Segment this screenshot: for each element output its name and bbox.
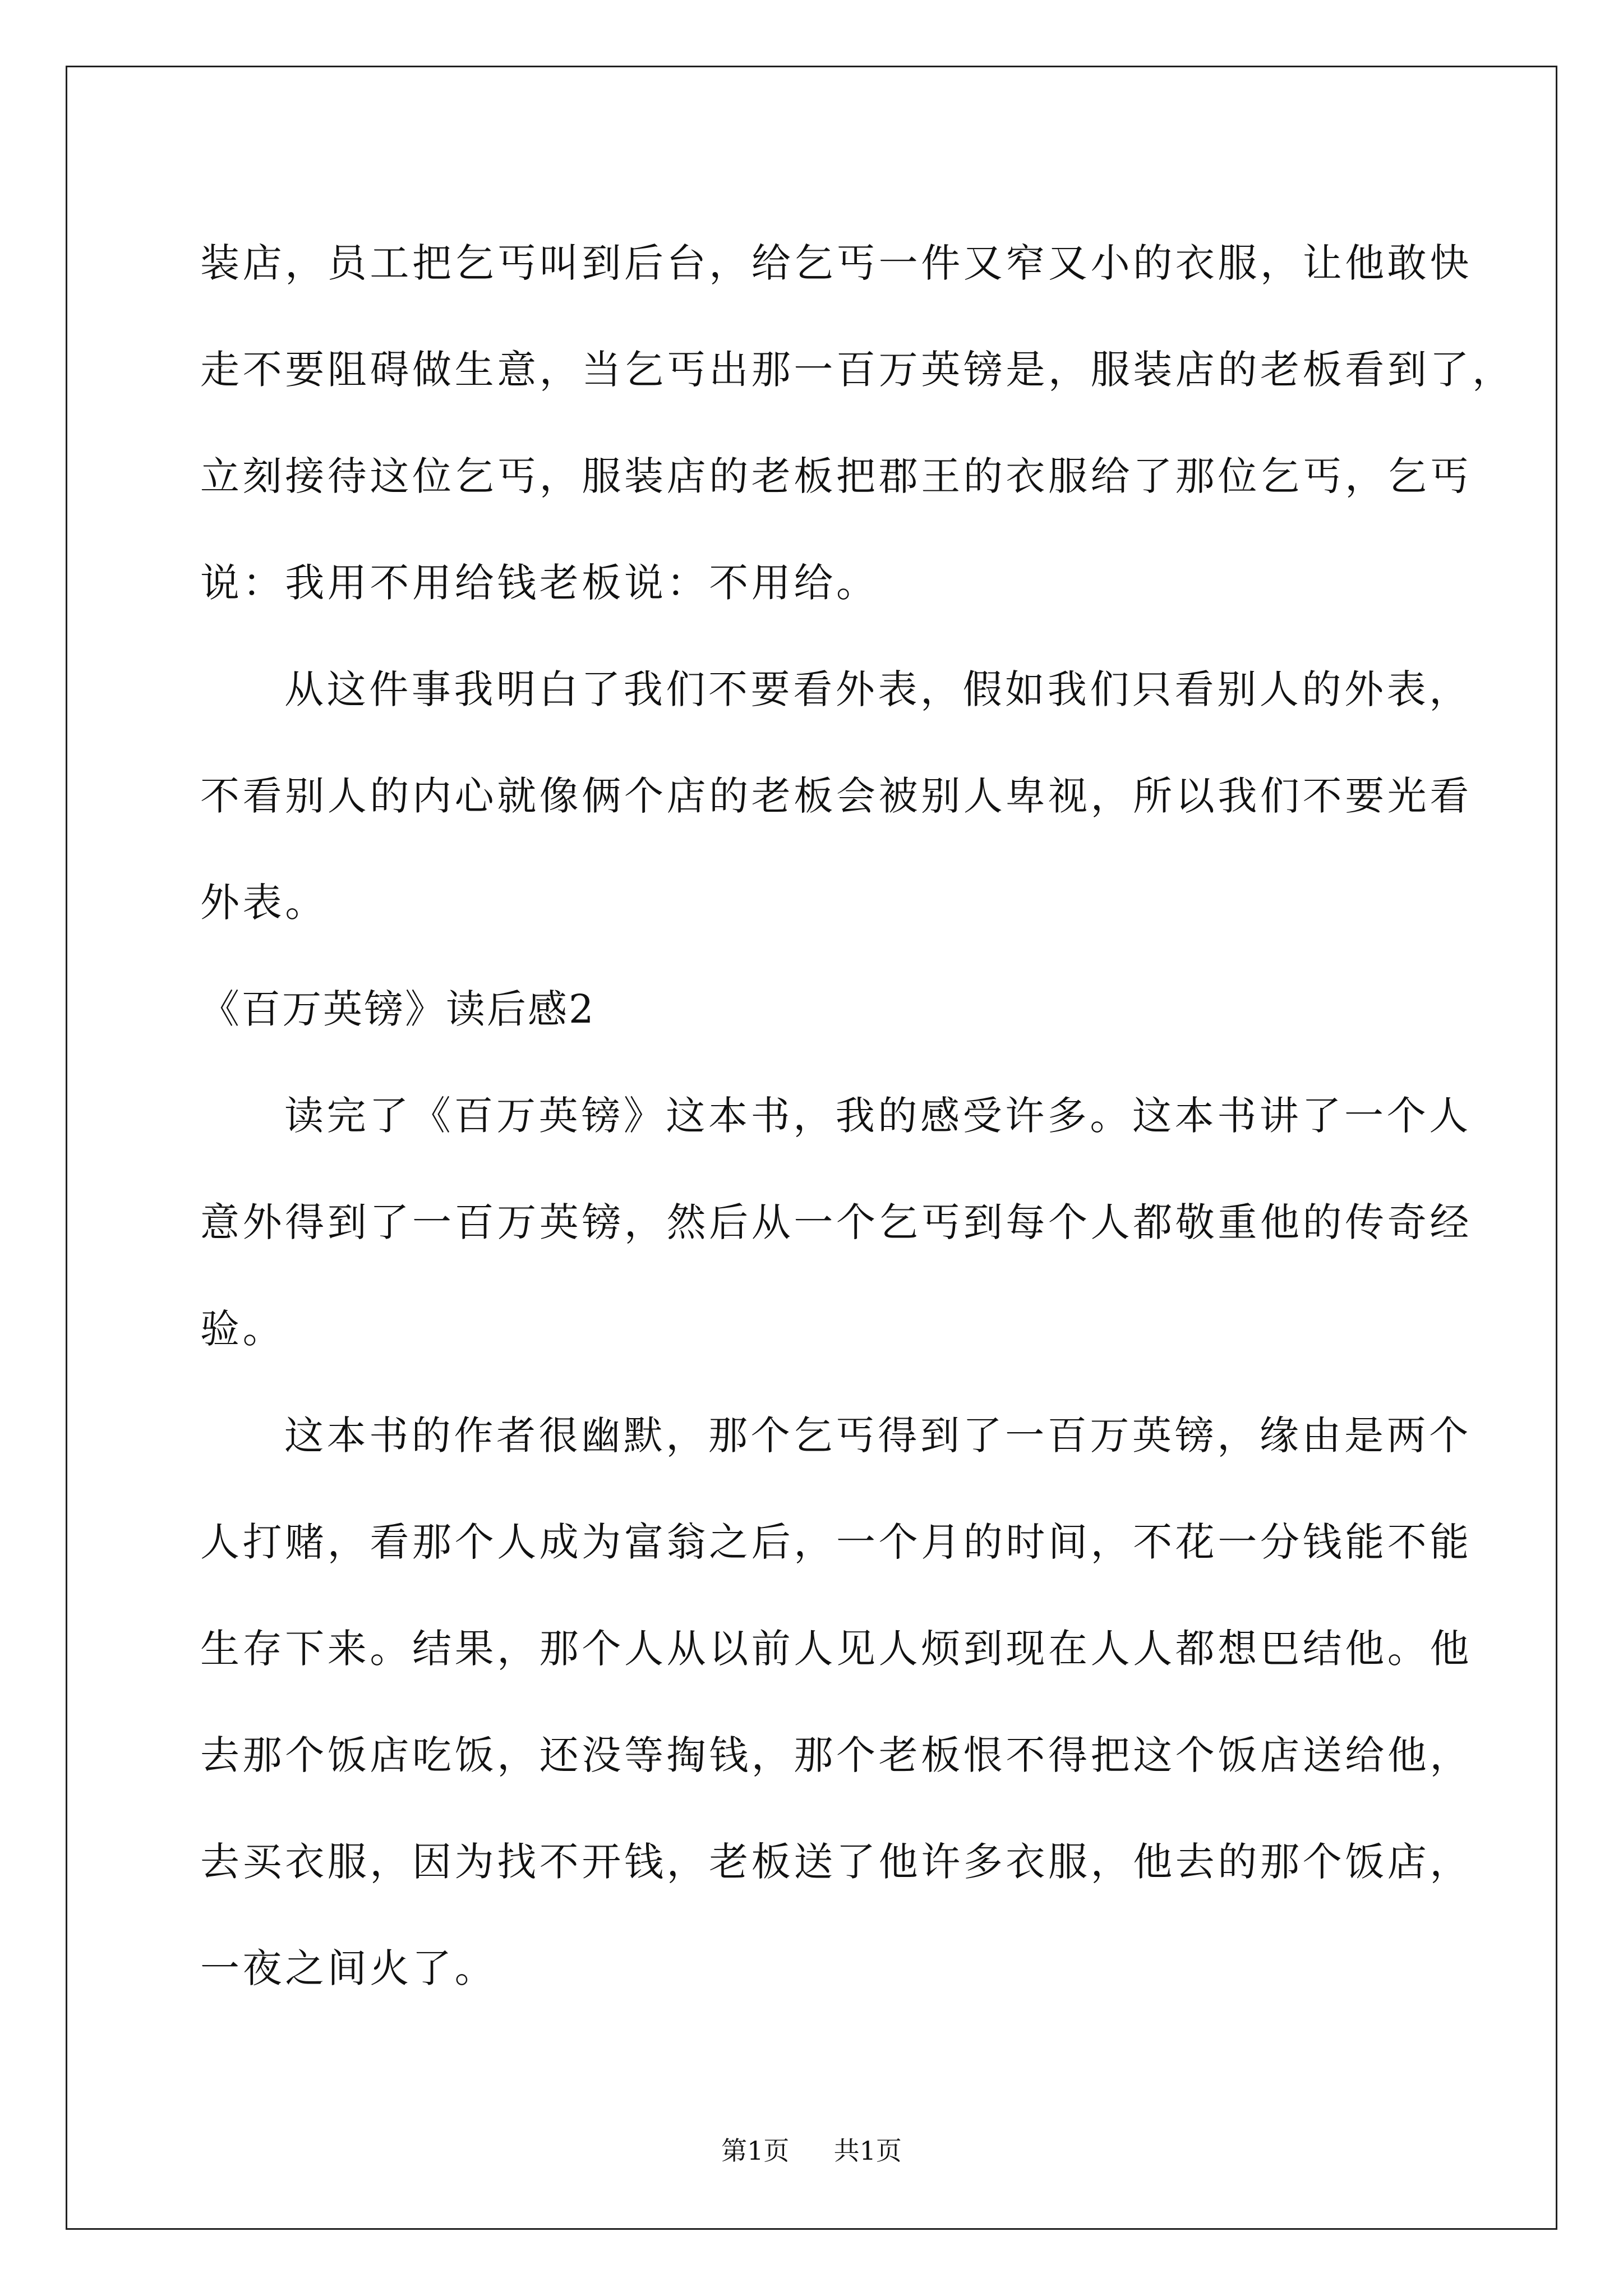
- text-line: 不看别人的内心就像俩个店的老板会被别人卑视，所以我们不要光看: [200, 773, 1472, 819]
- paragraph: [200, 210, 1515, 636]
- text-line: 外表。: [200, 880, 328, 926]
- page-footer: [0, 2134, 1623, 2168]
- text-line: 读完了《百万英镑》这本书，我的感受许多。这本书讲了一个人: [284, 1093, 1472, 1139]
- text-line: 走不要阻碍做生意，当乞丐出那一百万英镑是，服装店的老板看到了，: [200, 347, 1515, 393]
- text-line: 去买衣服，因为找不开钱，老板送了他许多衣服，他去的那个饭店，: [200, 1839, 1472, 1885]
- text-line: 装店，员工把乞丐叫到后台，给乞丐一件又窄又小的衣服，让他敢快: [200, 240, 1472, 286]
- paragraph: [200, 1062, 1484, 1382]
- section-heading: 《百万英镑》读后感2: [200, 986, 596, 1032]
- text-line: 验。: [200, 1306, 285, 1352]
- text-line: 这本书的作者很幽默，那个乞丐得到了一百万英镑，缘由是两个: [284, 1412, 1472, 1458]
- text-line: 人打赌，看那个人成为富翁之后，一个月的时间，不花一分钱能不能: [200, 1519, 1472, 1565]
- document-body: [200, 210, 1515, 2022]
- text-line: 立刻接待这位乞丐，服装店的老板把郡王的衣服给了那位乞丐，乞丐: [200, 453, 1472, 499]
- text-line: 说：我用不用给钱老板说：不用给。: [200, 560, 879, 606]
- paragraph: [200, 1382, 1484, 2022]
- text-line: 意外得到了一百万英镑，然后从一个乞丐到每个人都敬重他的传奇经: [200, 1199, 1472, 1245]
- text-line: 生存下来。结果，那个人从以前人见人烦到现在人人都想巴结他。他: [200, 1626, 1472, 1672]
- page-total: 共1页: [833, 2136, 902, 2166]
- text-line: 去那个饭店吃饭，还没等掏钱，那个老板恨不得把这个饭店送给他，: [200, 1732, 1472, 1778]
- page-number: 第1页: [721, 2136, 790, 2166]
- text-line: 从这件事我明白了我们不要看外表，假如我们只看别人的外表，: [284, 666, 1472, 712]
- paragraph: [200, 636, 1484, 956]
- text-line: 一夜之间火了。: [200, 1945, 497, 1991]
